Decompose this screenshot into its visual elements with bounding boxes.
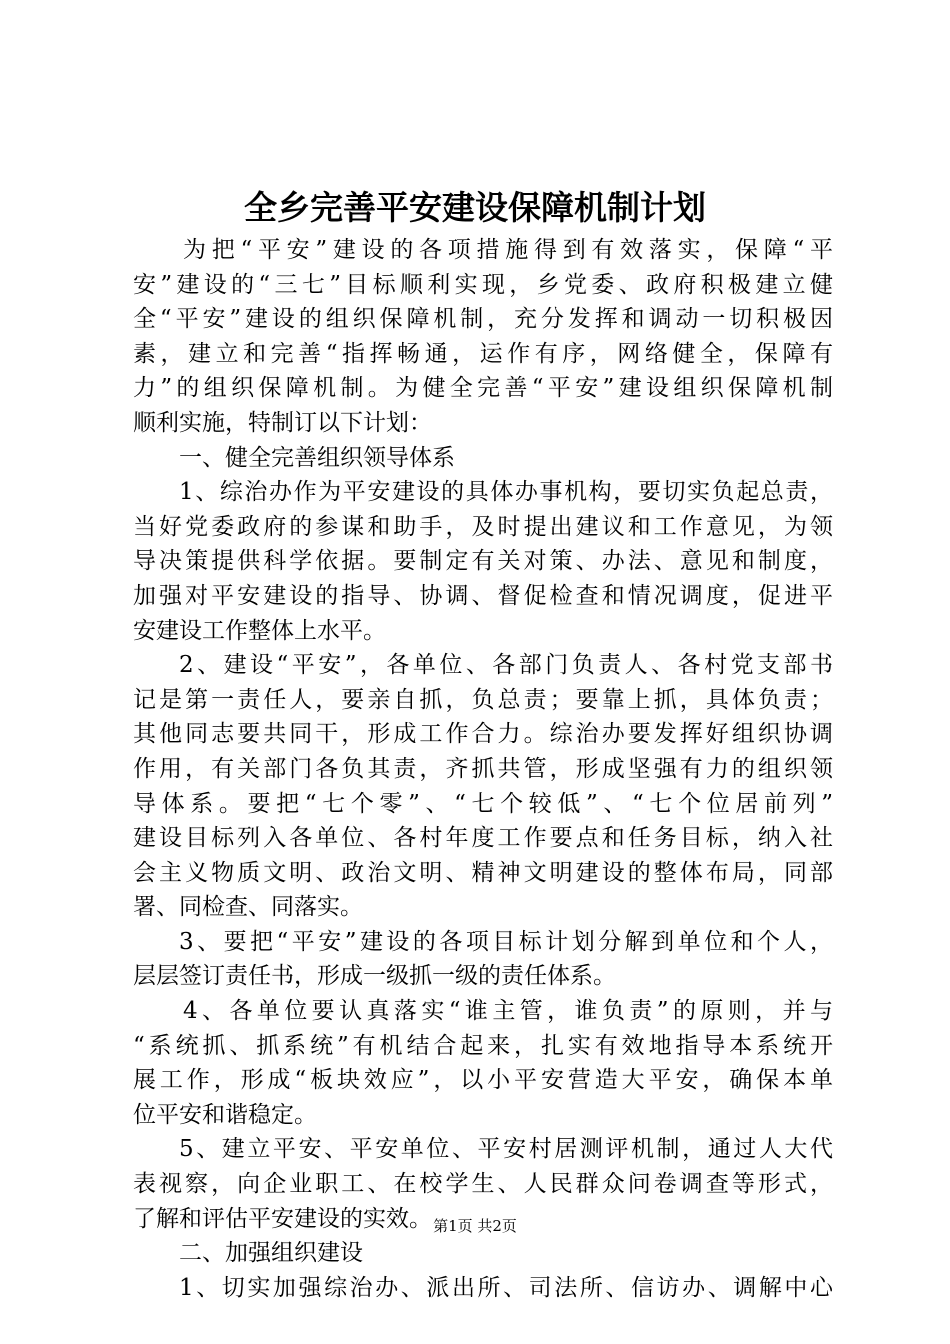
body-line: 加强对平安建设的指导、协调、督促检查和情况调度，促进平 [133, 582, 833, 609]
body-line: 表视察，向企业职工、在校学生、人民群众问卷调查等形式， [133, 1171, 833, 1198]
body-line: 层层签订责任书，形成一级抓一级的责任体系。 [133, 963, 616, 990]
body-line: 2、建设“平安”，各单位、各部门负责人、各村党支部书 [179, 652, 833, 679]
body-line: 了解和评估平安建设的实效。 [133, 1205, 432, 1232]
body-line: 全“平安”建设的组织保障机制，充分发挥和调动一切积极因 [133, 306, 833, 333]
body-line: 导体系。要把“七个零”、“七个较低”、“七个位居前列” [133, 790, 833, 817]
document-title: 全乡完善平安建设保障机制计划 [244, 188, 706, 227]
body-line: 一、健全完善组织领导体系 [179, 444, 455, 471]
body-line: 5、建立平安、平安单位、平安村居测评机制，通过人大代 [179, 1136, 833, 1163]
body-line: 作用，有关部门各负其责，齐抓共管，形成坚强有力的组织领 [133, 755, 833, 782]
body-line: 其他同志要共同干，形成工作合力。综治办要发挥好组织协调 [133, 721, 833, 748]
body-line: 二、加强组织建设 [179, 1240, 363, 1267]
body-line: 素，建立和完善“指挥畅通，运作有序，网络健全，保障有 [133, 340, 833, 367]
body-line: “系统抓、抓系统”有机结合起来，扎实有效地指导本系统开 [133, 1032, 833, 1059]
body-line: 安”建设的“三七”目标顺利实现，乡党委、政府积极建立健 [133, 271, 833, 298]
page-footer: 第1页 共2页 [433, 1217, 517, 1235]
document-body [133, 233, 833, 1305]
body-line: 为把“平安”建设的各项措施得到有效落实，保障“平 [183, 237, 833, 263]
body-line: 安建设工作整体上水平。 [133, 617, 386, 644]
body-line: 力”的组织保障机制。为健全完善“平安”建设组织保障机制 [133, 375, 833, 402]
body-line: 位平安和谐稳定。 [133, 1101, 317, 1128]
body-line: 导决策提供科学依据。要制定有关对策、办法、意见和制度， [133, 548, 833, 575]
body-line: 当好党委政府的参谋和助手，及时提出建议和工作意见，为领 [133, 513, 833, 540]
body-line: 建设目标列入各单位、各村年度工作要点和任务目标，纳入社 [133, 825, 833, 852]
body-line: 会主义物质文明、政治文明、精神文明建设的整体布局，同部 [133, 859, 833, 886]
body-line: 3、要把“平安”建设的各项目标计划分解到单位和个人， [179, 928, 833, 955]
body-line: 记是第一责任人，要亲自抓，负总责；要靠上抓，具体负责； [133, 686, 833, 713]
body-line: 展工作，形成“板块效应”，以小平安营造大平安，确保本单 [133, 1067, 833, 1094]
body-line: 4、各单位要认真落实“谁主管，谁负责”的原则，并与 [183, 998, 833, 1025]
body-line: 署、同检查、同落实。 [133, 894, 363, 921]
body-line: 1、切实加强综治办、派出所、司法所、信访办、调解中心 [179, 1274, 833, 1301]
body-line: 1、综治办作为平安建设的具体办事机构，要切实负起总责， [179, 479, 833, 506]
body-line: 顺利实施，特制订以下计划： [133, 409, 432, 436]
